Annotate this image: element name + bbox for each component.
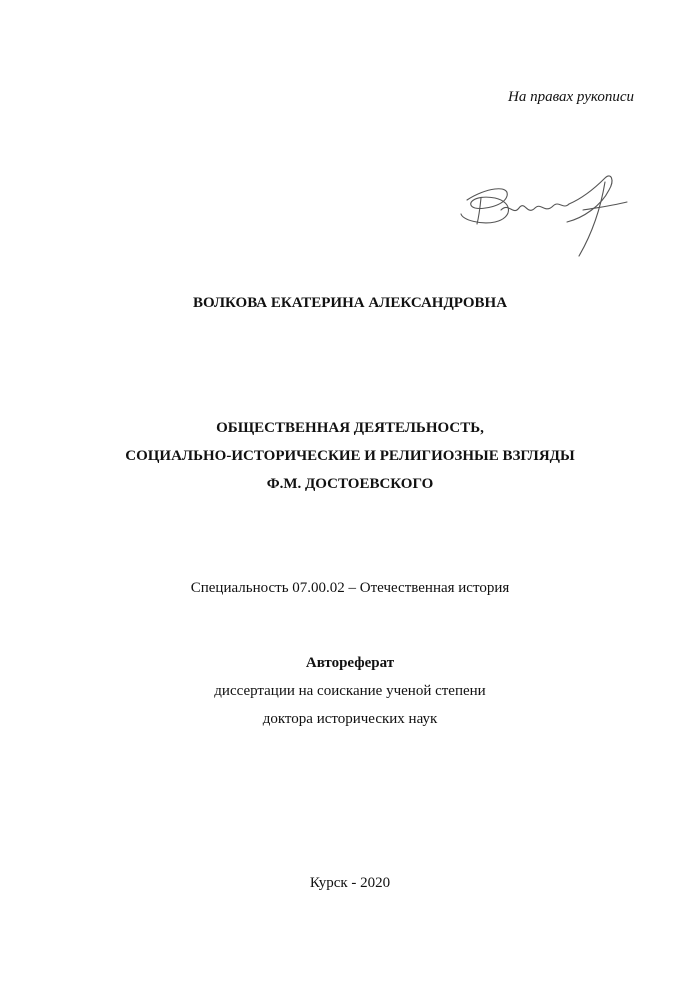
specialty-line: Специальность 07.00.02 – Отечественная история <box>190 580 510 596</box>
title-line: ОБЩЕСТВЕННАЯ ДЕЯТЕЛЬНОСТЬ, <box>216 420 484 436</box>
title-line: Ф.М. ДОСТОЕВСКОГО <box>266 476 434 492</box>
title-line: СОЦИАЛЬНО-ИСТОРИЧЕСКИЕ И РЕЛИГИОЗНЫЕ ВЗГЛЯДЫ <box>125 448 575 464</box>
abstract-block <box>0 653 700 737</box>
city-year: Курск - 2020 <box>309 875 391 891</box>
abstract-line: доктора исторических наук <box>262 711 438 727</box>
abstract-heading: Автореферат <box>305 655 395 671</box>
dissertation-title <box>0 418 700 502</box>
author-name: ВОЛКОВА ЕКАТЕРИНА АЛЕКСАНДРОВНА <box>192 295 508 311</box>
abstract-line: диссертации на соискание ученой степени <box>214 683 486 699</box>
manuscript-rights-note: На правах рукописи <box>508 89 634 105</box>
handwritten-signature <box>455 170 635 265</box>
